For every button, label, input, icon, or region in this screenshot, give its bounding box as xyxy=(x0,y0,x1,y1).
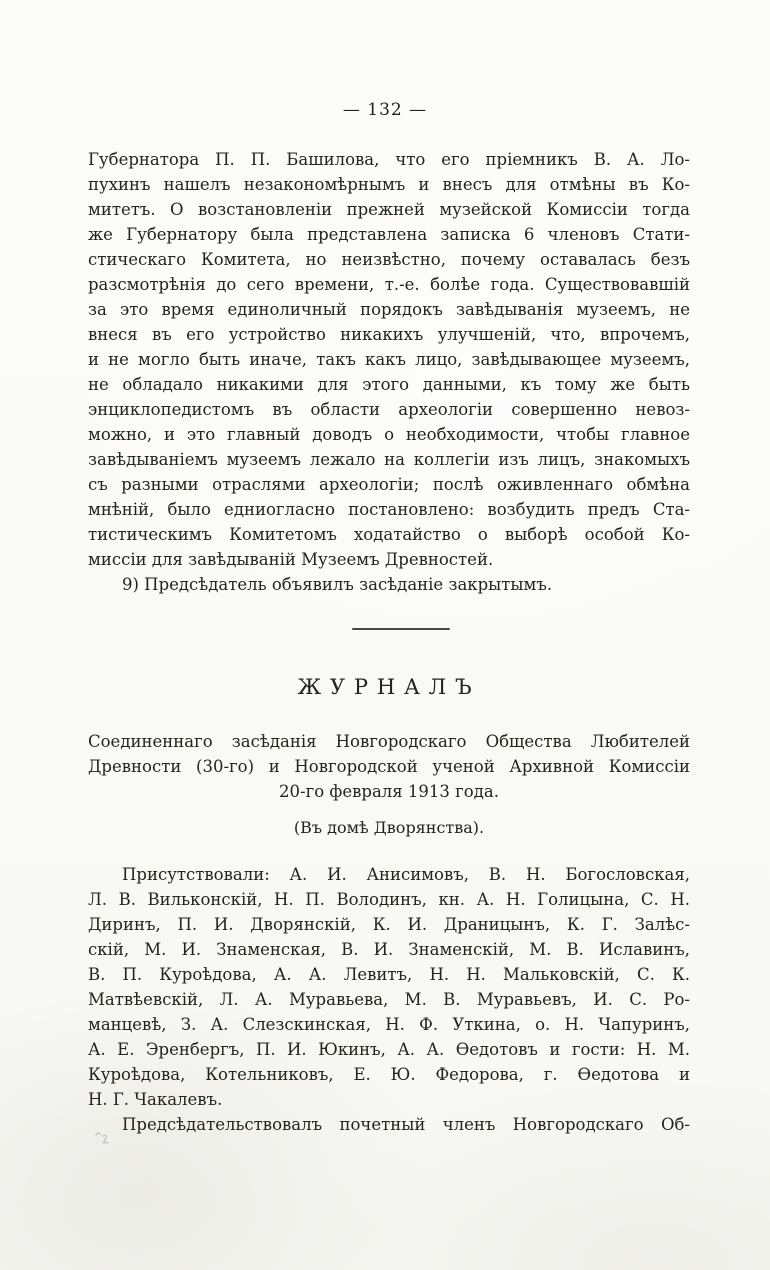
text-line: стическаго Комитета, но неизвѣстно, почему оставалась безъ xyxy=(88,250,690,269)
text-line: Матвѣевскій, Л. А. Муравьева, М. В. Муравьевъ, И. С. Ро- xyxy=(88,990,690,1009)
text-line: не обладало никакими для этого данными, къ тому же быть xyxy=(88,375,690,394)
text-line: можно, и это главный доводъ о необходимости, чтобы главное xyxy=(88,425,690,444)
text-column xyxy=(88,147,690,1137)
minutes-closing-paragraph xyxy=(88,147,690,597)
text-line: пухинъ нашелъ незакономѣрнымъ и внесъ для отмѣны въ Ко- xyxy=(88,175,690,194)
text-line: Древности (30-го) и Новгородской ученой Архивной Комиссіи xyxy=(88,757,690,776)
text-line: Л. В. Вильконскій, Н. П. Володинъ, кн. А. Н. Голицына, С. Н. xyxy=(88,890,690,909)
pencil-mark xyxy=(94,1130,116,1148)
text-line: разсмотрѣнія до сего времени, т.-е. болѣе года. Существовавшій xyxy=(88,275,690,294)
text-line: мнѣній, было едниогласно постановлено: возбудить предъ Ста- xyxy=(88,500,690,519)
text-line: митетъ. О возстановленіи прежней музейской Комиссіи тогда xyxy=(88,200,690,219)
page-number: — 132 — xyxy=(342,100,428,120)
text-line: же Губернатору была представлена записка 6 членовъ Стати- xyxy=(88,225,690,244)
text-line: съ разными отраслями археологіи; послѣ оживленнаго обмѣна xyxy=(88,475,690,494)
text-line: и не могло быть иначе, такъ какъ лицо, завѣдывающее музеемъ, xyxy=(88,350,690,369)
section-divider-rule xyxy=(352,628,450,630)
text-line: Куроѣдова, Котельниковъ, Е. Ю. Федорова, г. Ѳедотова и xyxy=(88,1065,690,1084)
text-line: А. Е. Эренбергъ, П. И. Юкинъ, А. А. Ѳедотовъ и гости: Н. М. xyxy=(88,1040,690,1059)
text-line: миссіи для завѣдываній Музеемъ Древностей. xyxy=(88,550,494,569)
text-line: Соединеннаго засѣданія Новгородскаго Общества Любителей xyxy=(88,732,690,751)
text-line: В. П. Куроѣдова, А. А. Левитъ, Н. Н. Мальковскій, С. К. xyxy=(88,965,690,984)
journal-subtitle xyxy=(88,729,690,804)
text-line: энциклопедистомъ въ области археологіи совершенно невоз- xyxy=(88,400,690,419)
text-line: Губернатора П. П. Башилова, что его пріемникъ В. А. Ло- xyxy=(88,150,690,169)
text-line: за это время единоличный порядокъ завѣдыванія музеемъ, не xyxy=(88,300,690,319)
text-line: Присутствовали: А. И. Анисимовъ, В. Н. Богословская, xyxy=(122,865,690,884)
journal-heading: ЖУРНАЛЪ xyxy=(297,675,481,699)
text-line: завѣдываніемъ музеемъ лежало на коллегіи изъ лицъ, знакомыхъ xyxy=(88,450,690,469)
text-line: Предсѣдательствовалъ почетный членъ Новгородскаго Об- xyxy=(122,1115,690,1134)
text-line: внеся въ его устройство никакихъ улучшеній, что, впрочемъ, xyxy=(88,325,690,344)
meeting-location: (Въ домѣ Дворянства). xyxy=(293,818,485,837)
text-line: 20-го февраля 1913 года. xyxy=(279,782,499,801)
text-line: скій, М. И. Знаменская, В. И. Знаменскій, М. В. Иславинъ, xyxy=(88,940,690,959)
text-line: манцевѣ, З. А. Слезскинская, Н. Ф. Уткина, о. Н. Чапуринъ, xyxy=(88,1015,690,1034)
text-line: тистическимъ Комитетомъ ходатайство о выборѣ особой Ко- xyxy=(88,525,690,544)
text-line: 9) Предсѣдатель объявилъ засѣданіе закрытымъ. xyxy=(122,575,553,594)
text-line: Н. Г. Чакалевъ. xyxy=(88,1090,223,1109)
text-line: Диринъ, П. И. Дворянскій, К. И. Драницынъ, К. Г. Залѣс- xyxy=(88,915,690,934)
attendees-paragraph xyxy=(88,862,690,1137)
